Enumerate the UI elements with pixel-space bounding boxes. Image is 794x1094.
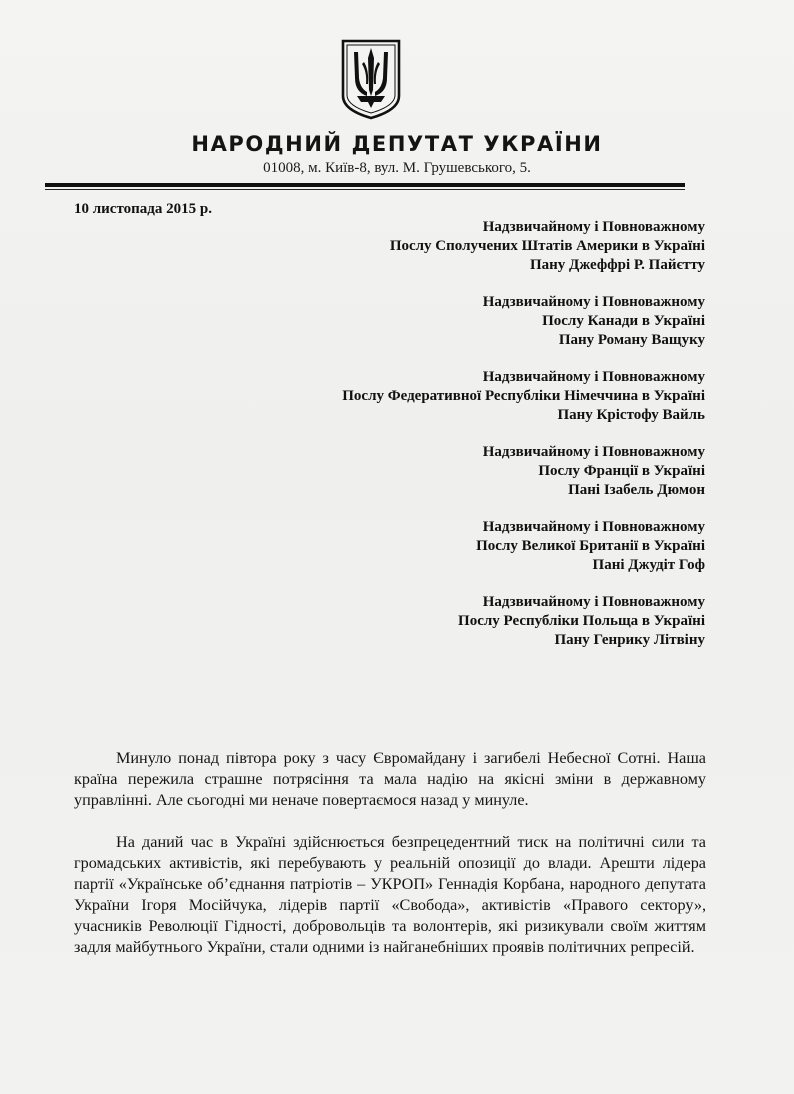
letterhead-address: 01008, м. Київ-8, вул. М. Грушевського, 5.: [263, 160, 531, 176]
recipient-position: Послу Федеративної Республіки Німеччина в Україні: [342, 388, 705, 404]
recipient-block: [342, 293, 705, 350]
recipient-block: [342, 518, 705, 575]
recipient-list: [342, 218, 705, 668]
letter-date: 10 листопада 2015 р.: [74, 201, 212, 217]
body-paragraph-2: На даний час в Україні здійснюється безпрецедентний тиск на політичні сили та громадських активістів, які перебувають у реальній опозиції до влади. Арешти лідера партії «Українське об’єднання патріотів – УКРОП» Геннадія Корбана, народного депутата України Ігоря Мосійчука, лідерів партії «Свобода», активістів «Правого сектору», учасників Революції Гідності, добровольців та волонтерів, які ризикували своїм життям задля майбутнього України, стали одними із найганебніших проявів політичних репресій.: [74, 833, 706, 956]
recipient-position: Послу Великої Британії в Україні: [476, 538, 705, 554]
recipient-title: Надзвичайному і Повноважному: [482, 369, 705, 385]
recipient-name: Пану Джеффрі Р. Пайєтту: [529, 257, 705, 273]
recipient-position: Послу Франції в Україні: [538, 463, 705, 479]
recipient-name: Пані Джудіт Гоф: [592, 557, 705, 573]
recipient-name: Пану Роману Ващуку: [558, 332, 705, 348]
recipient-name: Пану Крістофу Вайль: [557, 407, 705, 423]
recipient-position: Послу Республіки Польща в Україні: [458, 613, 705, 629]
recipient-position: Послу Канади в Україні: [542, 313, 705, 329]
recipient-title: Надзвичайному і Повноважному: [482, 594, 705, 610]
recipient-block: [342, 368, 705, 425]
recipient-title: Надзвичайному і Повноважному: [482, 219, 705, 235]
body-paragraph-1: Минуло понад півтора року з часу Євромайдану і загибелі Небесної Сотні. Наша країна пережила страшне потрясіння та мала надію на якісні зміни в державному управлінні. Але сьогодні ми неначе повертаємося назад у минуле.: [74, 749, 706, 809]
trident-coat-of-arms-icon: [340, 38, 402, 120]
recipient-name: Пані Ізабель Дюмон: [568, 482, 705, 498]
recipient-title: Надзвичайному і Повноважному: [482, 294, 705, 310]
letterhead-divider: [45, 183, 685, 190]
recipient-block: [342, 443, 705, 500]
recipient-block: [342, 593, 705, 650]
recipient-title: Надзвичайному і Повноважному: [482, 519, 705, 535]
recipient-position: Послу Сполучених Штатів Америки в Україні: [389, 238, 705, 254]
letterhead-title: НАРОДНИЙ ДЕПУТАТ УКРАЇНИ: [191, 132, 603, 156]
letter-body: [74, 748, 706, 979]
recipient-name: Пану Генрику Літвіну: [554, 632, 705, 648]
recipient-title: Надзвичайному і Повноважному: [482, 444, 705, 460]
recipient-block: [342, 218, 705, 275]
